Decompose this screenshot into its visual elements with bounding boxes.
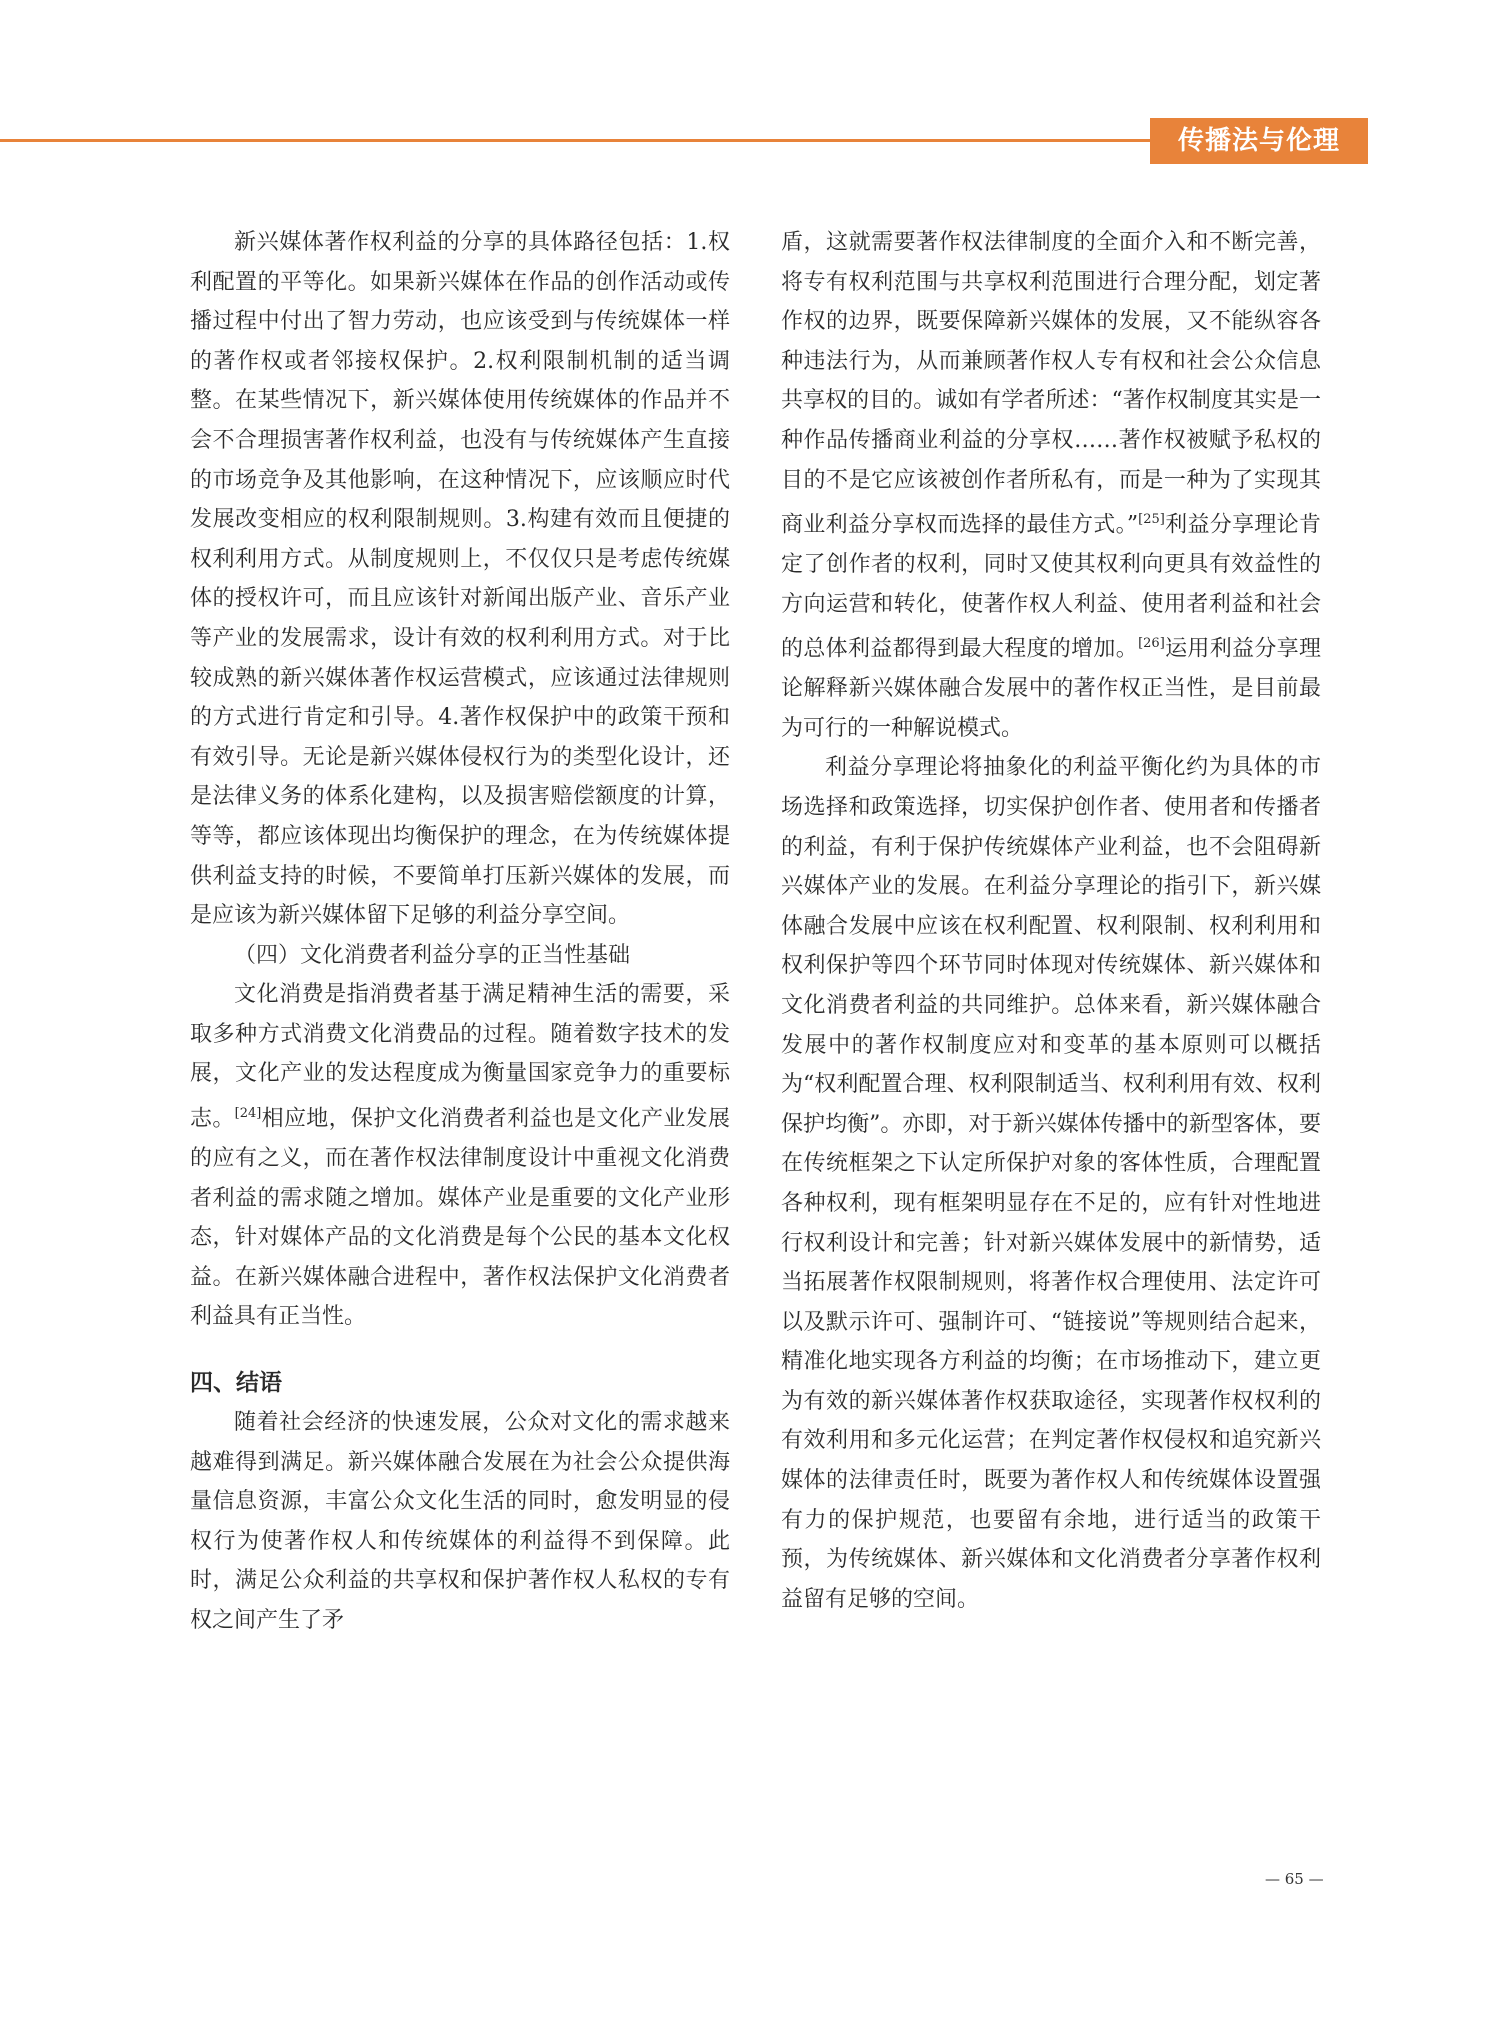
paragraph-text: 运用利益分享理论解释新兴媒体融合发展中的著作权正当性，是目前最为可行的一种解说模式。 xyxy=(781,636,1321,741)
paragraph xyxy=(781,223,1321,748)
left-column xyxy=(190,223,730,1641)
citation-ref: [25] xyxy=(1138,512,1165,528)
subheading: （四）文化消费者利益分享的正当性基础 xyxy=(234,942,631,968)
paragraph xyxy=(190,975,730,1337)
right-column xyxy=(781,223,1321,1619)
citation-ref: [24] xyxy=(234,1106,262,1122)
paragraph: 利益分享理论将抽象化的利益平衡化约为具体的市场选择和政策选择，切实保护创作者、使用者和传播者的利益，有利于保护传统媒体产业利益，也不会阻碍新兴媒体产业的发展。在利益分享理论的指引下，新兴媒体融合发展中应该在权利配置、权利限制、权利利用和权利保护等四个环节同时体现对传统媒体、新兴媒体和文化消费者利益的共同维护。总体来看，新兴媒体融合发展中的著作权制度应对和变革的基本原则可以概括为“权利配置合理、权利限制适当、权利利用有效、权利保护均衡”。亦即，对于新兴媒体传播中的新型客体，要在传统框架之下认定所保护对象的客体性质，合理配置各种权利，现有框架明显存在不足的，应有针对性地进行权利设计和完善；针对新兴媒体发展中的新情势，适当拓展著作权限制规则，将著作权合理使用、法定许可以及默示许可、强制许可、“链接说”等规则结合起来，精准化地实现各方利益的均衡；在市场推动下，建立更为有效的新兴媒体著作权获取途径，实现著作权权利的有效利用和多元化运营；在判定著作权侵权和追究新兴媒体的法律责任时，既要为著作权人和传统媒体设置强有力的保护规范，也要留有余地，进行适当的政策干预，为传统媒体、新兴媒体和文化消费者分享著作权利益留有足够的空间。 xyxy=(781,755,1321,1612)
paragraph: 新兴媒体著作权利益的分享的具体路径包括：1.权利配置的平等化。如果新兴媒体在作品的创作活动或传播过程中付出了智力劳动，也应该受到与传统媒体一样的著作权或者邻接权保护。2.权利限制机制的适当调整。在某些情况下，新兴媒体使用传统媒体的作品并不会不合理损害著作权利益，也没有与传统媒体产生直接的市场竞争及其他影响，在这种情况下，应该顺应时代发展改变相应的权利限制规则。3.构建有效而且便捷的权利利用方式。从制度规则上，不仅仅只是考虑传统媒体的授权许可，而且应该针对新闻出版产业、音乐产业等产业的发展需求，设计有效的权利利用方式。对于比较成熟的新兴媒体著作权运营模式，应该通过法律规则的方式进行肯定和引导。4.著作权保护中的政策干预和有效引导。无论是新兴媒体侵权行为的类型化设计，还是法律义务的体系化建构，以及损害赔偿额度的计算，等等，都应该体现出均衡保护的理念，在为传统媒体提供利益支持的时候，不要简单打压新兴媒体的发展，而是应该为新兴媒体留下足够的利益分享空间。 xyxy=(190,230,730,929)
paragraph-text: 相应地，保护文化消费者利益也是文化产业发展的应有之义，而在著作权法律制度设计中重视文化消费者利益的需求随之增加。媒体产业是重要的文化产业形态，针对媒体产品的文化消费是每个公民的基本文化权益。在新兴媒体融合进程中，著作权法保护文化消费者利益具有正当性。 xyxy=(190,1106,730,1330)
citation-ref: [26] xyxy=(1138,636,1165,652)
section-heading: 四、结语 xyxy=(190,1369,282,1396)
header-rule xyxy=(0,139,1150,142)
paragraph-text: 盾，这就需要著作权法律制度的全面介入和不断完善，将专有权利范围与共享权利范围进行合理分配，划定著作权的边界，既要保障新兴媒体的发展，又不能纵容各种违法行为，从而兼顾著作权人专有权和社会公众信息共享权的目的。诚如有学者所述：“著作权制度其实是一种作品传播商业利益的分享权……著作权被赋予私权的目的不是它应该被创作者所私有，而是一种为了实现其商业利益分享权而选择的最佳方式。” xyxy=(781,230,1321,538)
page-number: — 65 — xyxy=(1265,1870,1324,1888)
paragraph-text: 文化消费是指消费者基于满足精神生活的需要，采取多种方式消费文化消费品的过程。随着数字技术的发展，文化产业的发达程度成为衡量国家竞争力的重要标志。 xyxy=(190,982,730,1132)
paragraph-text: 利益分享理论肯定了创作者的权利，同时又使其权利向更具有效益性的方向运营和转化，使著作权人利益、使用者利益和社会的总体利益都得到最大程度的增加。 xyxy=(781,512,1321,662)
section-title-tab: 传播法与伦理 xyxy=(1150,118,1368,164)
paragraph: 随着社会经济的快速发展，公众对文化的需求越来越难得到满足。新兴媒体融合发展在为社会公众提供海量信息资源，丰富公众文化生活的同时，愈发明显的侵权行为使著作权人和传统媒体的利益得不到保障。此时，满足公众利益的共享权和保护著作权人私权的专有权之间产生了矛 xyxy=(190,1409,730,1633)
